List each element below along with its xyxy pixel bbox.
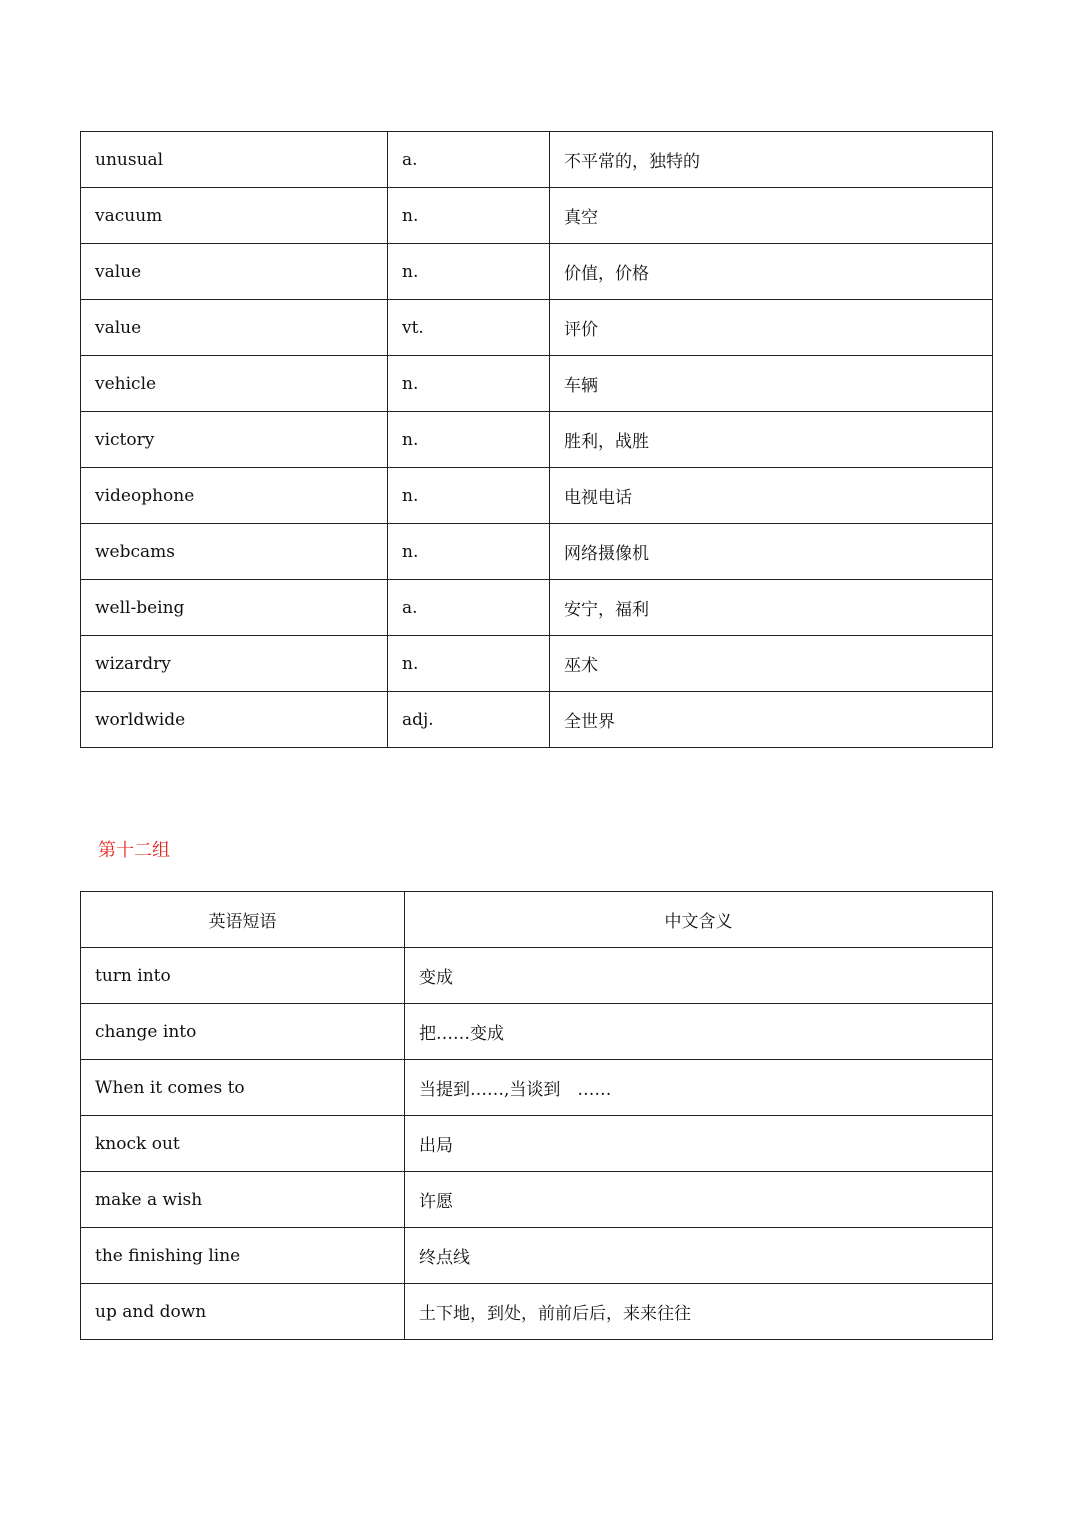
phrase-cell: make a wish [81,1172,405,1228]
meaning-cell: 许愿 [405,1172,993,1228]
pos-cell: n. [388,636,550,692]
pos-cell: n. [388,244,550,300]
table-row [81,692,993,748]
word-cell: unusual [81,132,388,188]
table-row [81,1116,993,1172]
table-row [81,412,993,468]
table-row [81,1172,993,1228]
phrase-cell: up and down [81,1284,405,1340]
table-row [81,1060,993,1116]
meaning-cell: 价值，价格 [550,244,993,300]
table-row [81,636,993,692]
table-row [81,244,993,300]
meaning-cell: 变成 [405,948,993,1004]
meaning-cell: 巫术 [550,636,993,692]
table-row [81,948,993,1004]
phrase-cell: When it comes to [81,1060,405,1116]
table-row [81,1284,993,1340]
table-row [81,356,993,412]
pos-cell: n. [388,188,550,244]
section-heading: 第十二组 [98,840,170,861]
meaning-cell: 出局 [405,1116,993,1172]
table-row [81,468,993,524]
word-cell: victory [81,412,388,468]
word-cell: value [81,244,388,300]
word-cell: value [81,300,388,356]
pos-cell: vt. [388,300,550,356]
phrase-cell: turn into [81,948,405,1004]
meaning-cell: 评价 [550,300,993,356]
meaning-cell: 网络摄像机 [550,524,993,580]
word-cell: vacuum [81,188,388,244]
meaning-cell: 终点线 [405,1228,993,1284]
pos-cell: a. [388,580,550,636]
pos-cell: n. [388,468,550,524]
word-cell: wizardry [81,636,388,692]
word-cell: worldwide [81,692,388,748]
word-cell: webcams [81,524,388,580]
table-row [81,524,993,580]
pos-cell: adj. [388,692,550,748]
table-row [81,188,993,244]
pos-cell: a. [388,132,550,188]
table-row [81,580,993,636]
meaning-cell: 真空 [550,188,993,244]
meaning-cell: 把……变成 [405,1004,993,1060]
meaning-cell: 电视电话 [550,468,993,524]
table-row [81,132,993,188]
word-cell: vehicle [81,356,388,412]
meaning-cell: 车辆 [550,356,993,412]
vocabulary-table [80,131,993,748]
table-row [81,1004,993,1060]
meaning-cell: 不平常的，独特的 [550,132,993,188]
table-row [81,300,993,356]
meaning-cell: 胜利，战胜 [550,412,993,468]
phrase-cell: the finishing line [81,1228,405,1284]
word-cell: well-being [81,580,388,636]
table-row [81,1228,993,1284]
meaning-cell: 当提到……,当谈到 …… [405,1060,993,1116]
phrase-table [80,891,993,1340]
pos-cell: n. [388,356,550,412]
meaning-cell: 全世界 [550,692,993,748]
phrase-cell: knock out [81,1116,405,1172]
pos-cell: n. [388,524,550,580]
phrase-cell: change into [81,1004,405,1060]
meaning-cell: 安宁，福利 [550,580,993,636]
header-english-phrase: 英语短语 [81,892,405,948]
header-chinese-meaning: 中文含义 [405,892,993,948]
pos-cell: n. [388,412,550,468]
meaning-cell: 土下地，到处，前前后后，来来往往 [405,1284,993,1340]
table-header-row [81,892,993,948]
word-cell: videophone [81,468,388,524]
